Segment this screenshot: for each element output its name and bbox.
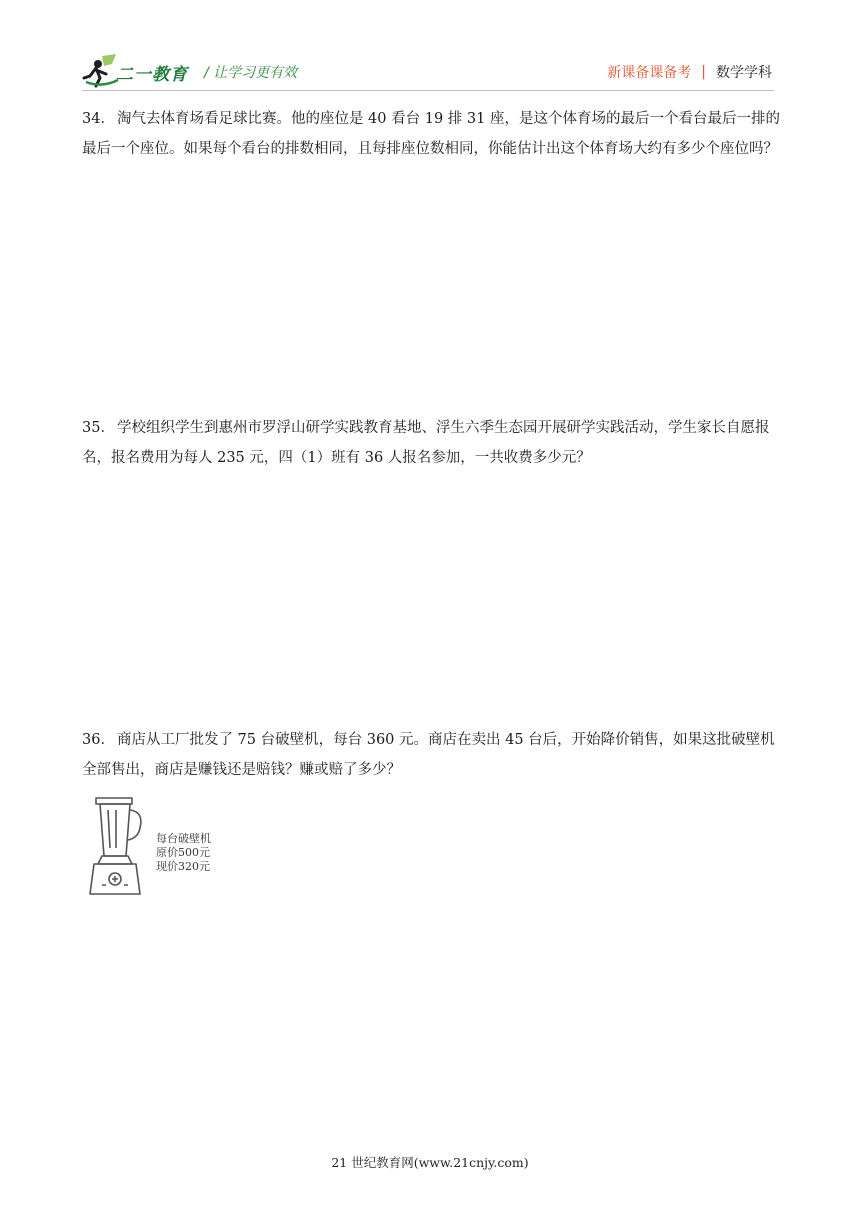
logo-text: 二一教育 — [116, 65, 188, 85]
question-text: 淘气去体育场看足球比赛。他的座位是 40 看台 19 排 31 座，是这个体育场的最后一个看台最后一排的最后一个座位。如果每个看台的排数相同，且每排座位数相同，你能估计出这个体育场大约有多少个座位吗？ — [82, 111, 780, 157]
header-right — [607, 62, 772, 82]
page-header — [0, 0, 860, 92]
question-text: 学校组织学生到惠州市罗浮山研学实践教育基地、浮生六季生态园开展研学实践活动，学生家长自愿报名，报名费用为每人 235 元，四（1）班有 36 人报名参加，一共收费多少元？ — [82, 420, 770, 466]
price-note-title: 每台破壁机 — [156, 832, 211, 845]
question-number: 35． — [82, 420, 115, 436]
page-footer: 21 世纪教育网(www.21cnjy.com) — [331, 1155, 529, 1170]
blender-illustration — [82, 792, 232, 900]
question-35 — [82, 413, 782, 473]
header-divider — [82, 90, 774, 91]
blender-icon — [82, 792, 152, 900]
header-separator: | — [701, 64, 706, 80]
current-price: 现价320元 — [156, 860, 210, 873]
question-36 — [82, 725, 782, 785]
course-label: 新课备课备考 — [607, 65, 692, 81]
question-text: 商店从工厂批发了 75 台破壁机，每台 360 元。商店在卖出 45 台后，开始降价销售，如果这批破壁机全部售出，商店是赚钱还是赔钱？赚或赔了多少？ — [82, 732, 775, 778]
question-34 — [82, 104, 782, 164]
logo — [82, 52, 194, 90]
price-note — [156, 832, 211, 874]
original-price: 原价500元 — [156, 846, 210, 859]
slogan: / 让学习更有效 — [204, 65, 298, 81]
subject-label: 数学学科 — [716, 65, 772, 81]
question-number: 36． — [82, 732, 115, 748]
question-number: 34． — [82, 111, 115, 127]
